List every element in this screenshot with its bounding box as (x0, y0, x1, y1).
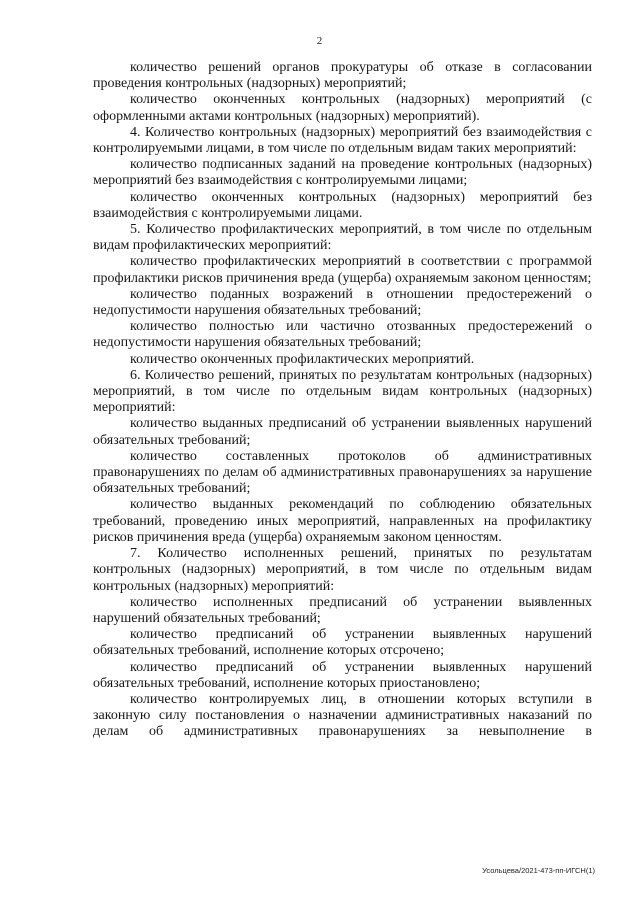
page-number: 2 (316, 35, 323, 47)
paragraph-completed-events: количество оконченных контрольных (надзорных) мероприятий (с оформленными актами контрольных (надзорных) мероприятий). (93, 92, 592, 124)
paragraph-recommendations: количество выданных рекомендаций по соблюдению обязательных требований, проведению иных мероприятий, направленных на профилактику рисков причинения вреда (ущерба) охраняемым законом ценностям. (93, 497, 592, 545)
paragraph-item-6: 6. Количество решений, принятых по результатам контрольных (надзорных) мероприятий, в том числе по отдельным видам контрольных (надзорных) мероприятий: (93, 367, 592, 416)
paragraph-completed-prevention: количество оконченных профилактических мероприятий. (130, 351, 475, 367)
paragraph-deferred-orders: количество предписаний об устранении выявленных нарушений обязательных требований, исполнение которых отсрочено; (93, 627, 592, 659)
paragraph-signed-tasks: количество подписанных заданий на проведение контрольных (надзорных) мероприятий без взаимодействия с контролируемыми лицами; (93, 157, 592, 189)
paragraph-issued-orders: количество выданных предписаний об устранении выявленных нарушений обязательных требований; (93, 416, 592, 448)
paragraph-objections: количество поданных возражений в отношении предостережений о недопустимости нарушения обязательных требований; (93, 286, 592, 319)
paragraph-suspended-orders: количество предписаний об устранении выявленных нарушений обязательных требований, исполнение которых приостановлено; (93, 659, 592, 691)
paragraph-prevention-program: количество профилактических мероприятий в соответствии с программой профилактики рисков причинения вреда (ущерба) охраняемым законом ценностям; (93, 254, 592, 286)
paragraph-item-4: 4. Количество контрольных (надзорных) мероприятий без взаимодействия с контролируемыми лицами, в том числе по отдельным видам таких мероприятий: (93, 124, 592, 157)
paragraph-completed-no-interaction: количество оконченных контрольных (надзорных) мероприятий без взаимодействия с контролируемыми лицами. (93, 189, 592, 221)
paragraph-prosecutor-refusals: количество решений органов прокуратуры об отказе в согласовании проведения контрольных (надзорных) мероприятий; (93, 60, 592, 92)
paragraph-withdrawn-warnings: количество полностью или частично отозванных предостережений о недопустимости нарушения обязательных требований; (93, 319, 592, 351)
paragraph-protocols: количество составленных протоколов об административных правонарушениях по делам об административных правонарушениях за нарушение обязательных требований; (93, 448, 592, 497)
paragraph-controlled-persons: количество контролируемых лиц, в отношении которых вступили в законную силу постановления о назначении административных наказаний по делам об административных правонарушениях за невыполнение в (93, 691, 592, 740)
document-body (93, 60, 592, 741)
paragraph-item-7: 7. Количество исполненных решений, принятых по результатам контрольных (надзорных) мероприятий, в том числе по отдельным видам контрольных (надзорных) мероприятий: (93, 546, 592, 594)
paragraph-item-5: 5. Количество профилактических мероприятий, в том числе по отдельным видам профилактических мероприятий: (93, 222, 592, 254)
document-footer-code: Усольцева/2021-473-пп-ИГСН(1) (482, 866, 595, 875)
paragraph-executed-orders: количество исполненных предписаний об устранении выявленных нарушений обязательных требований; (93, 594, 592, 626)
